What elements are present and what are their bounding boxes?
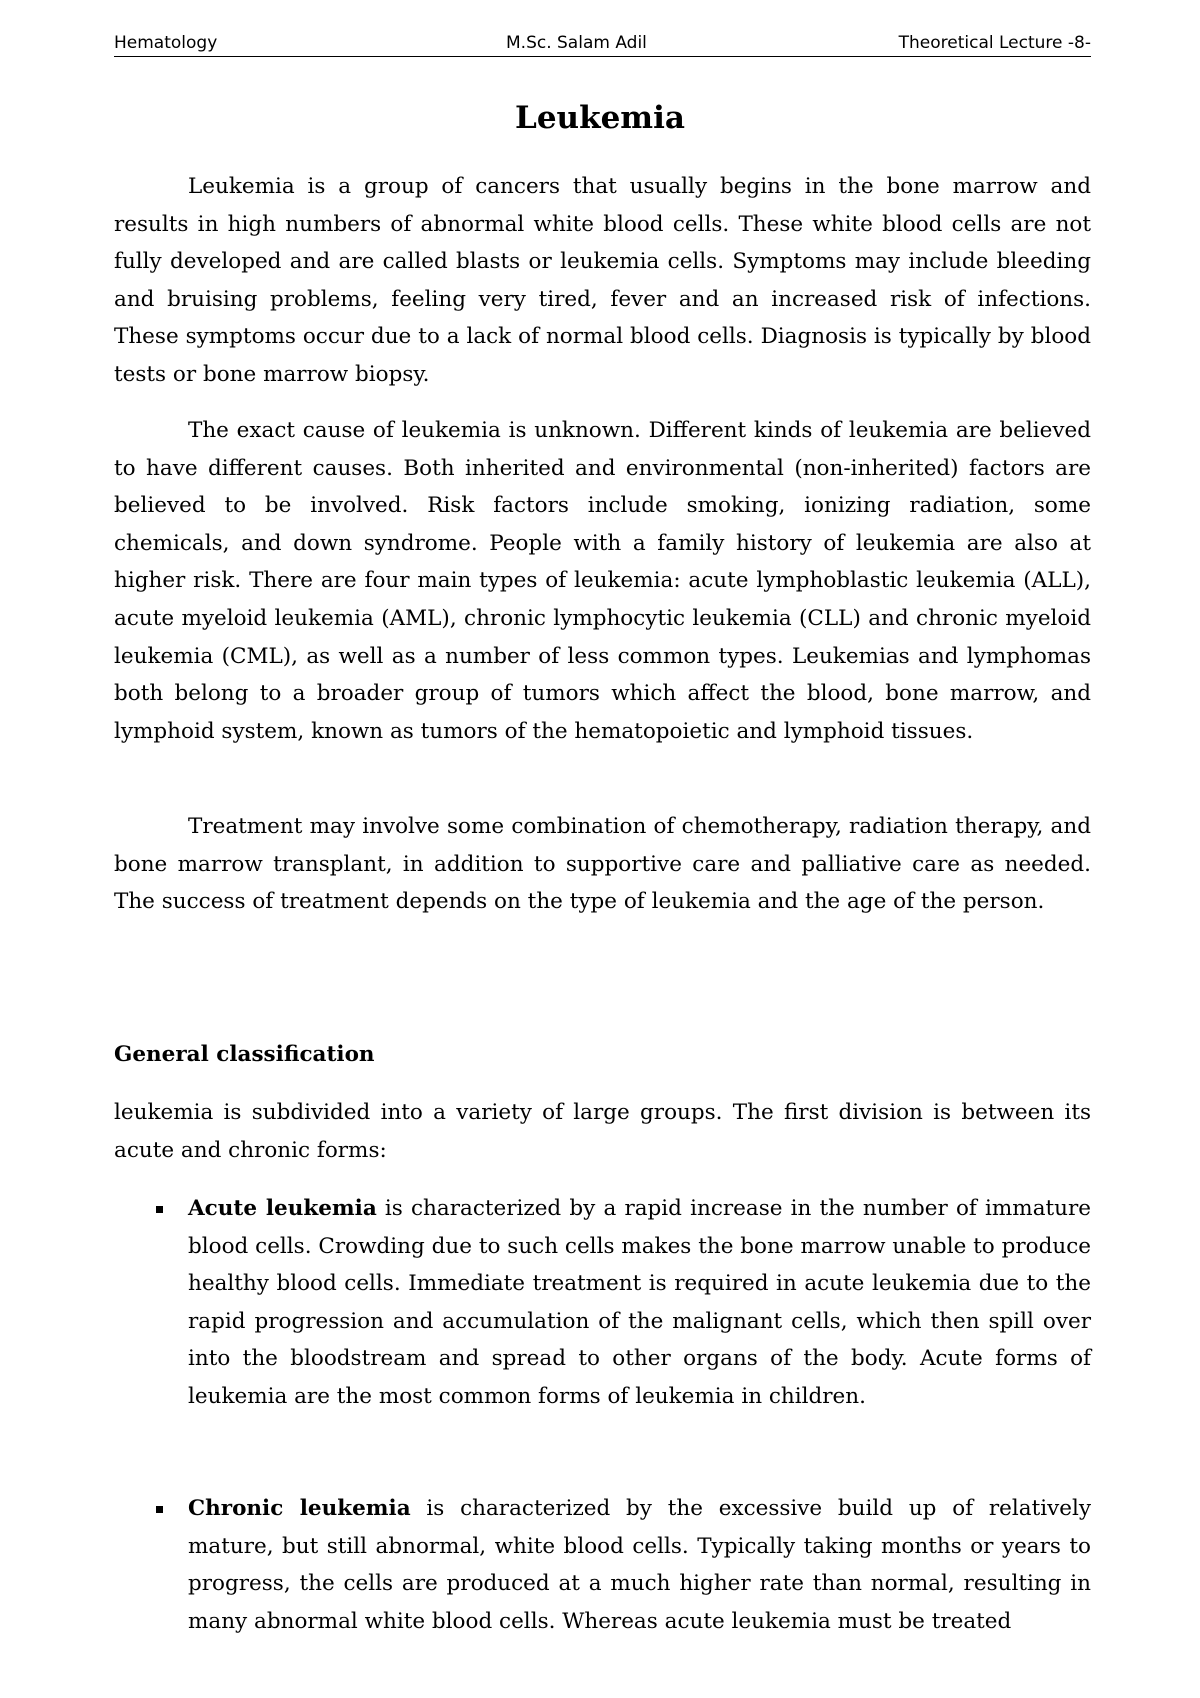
bullet-term: Chronic leukemia (188, 1496, 411, 1521)
header-lecture: Theoretical Lecture -8- (898, 33, 1091, 53)
paragraph-treatment: Treatment may involve some combination of chemotherapy, radiation therapy, and bone marrow transplant, in addition to supportive care and palliative care as needed. The success of treatment depends on the type of leukemia and the age of the person. (114, 814, 1091, 915)
square-bullet-icon (156, 1506, 163, 1513)
bullet-text (188, 1490, 1091, 1640)
page-title: Leukemia (515, 100, 685, 136)
paragraph-causes: The exact cause of leukemia is unknown. Different kinds of leukemia are believed to have different causes. Both inherited and environmental (non-inherited) factors are believed to be involved. Risk factors include smoking, ionizing radiation, some chemicals, and down syndrome. People with a family history of leukemia are also at higher risk. There are four main types of leukemia: acute lymphoblastic leukemia (ALL), acute myeloid leukemia (AML), chronic lymphocytic leukemia (CLL) and chronic myeloid leukemia (CML), as well as a number of less common types. Leukemias and lymphomas both belong to a broader group of tumors which affect the blood, bone marrow, and lymphoid system, known as tumors of the hematopoietic and lymphoid tissues. (114, 418, 1091, 744)
list-item-acute (114, 1190, 1091, 1416)
paragraph-definition: Leukemia is a group of cancers that usually begins in the bone marrow and results in high numbers of abnormal white blood cells. These white blood cells are not fully developed and are called blasts or leukemia cells. Symptoms may include bleeding and bruising problems, feeling very tired, fever and an increased risk of infections. These symptoms occur due to a lack of normal blood cells. Diagnosis is typically by blood tests or bone marrow biopsy. (114, 174, 1091, 387)
section-intro: leukemia is subdivided into a variety of large groups. The first division is between its acute and chronic forms: (114, 1100, 1091, 1163)
list-item-chronic (114, 1490, 1091, 1640)
header-subject: Hematology (114, 33, 218, 53)
bullet-term: Acute leukemia (188, 1196, 377, 1221)
bullet-text (188, 1190, 1091, 1416)
bullet-description: is characterized by the excessive build up of relatively mature, but still abnormal, white blood cells. Typically taking months or years to progress, the cells are produced at a much higher rate than normal, resulting in many abnormal white blood cells. Whereas acute leukemia must be treated (188, 1496, 1091, 1634)
section-heading: General classification (114, 1042, 375, 1067)
page-header (114, 30, 1091, 57)
header-author: M.Sc. Salam Adil (506, 33, 647, 53)
square-bullet-icon (156, 1206, 163, 1213)
bullet-description: is characterized by a rapid increase in the number of immature blood cells. Crowding due to such cells makes the bone marrow unable to produce healthy blood cells. Immediate treatment is required in acute leukemia due to the rapid progression and accumulation of the malignant cells, which then spill over into the bloodstream and spread to other organs of the body. Acute forms of leukemia are the most common forms of leukemia in children. (188, 1196, 1091, 1409)
